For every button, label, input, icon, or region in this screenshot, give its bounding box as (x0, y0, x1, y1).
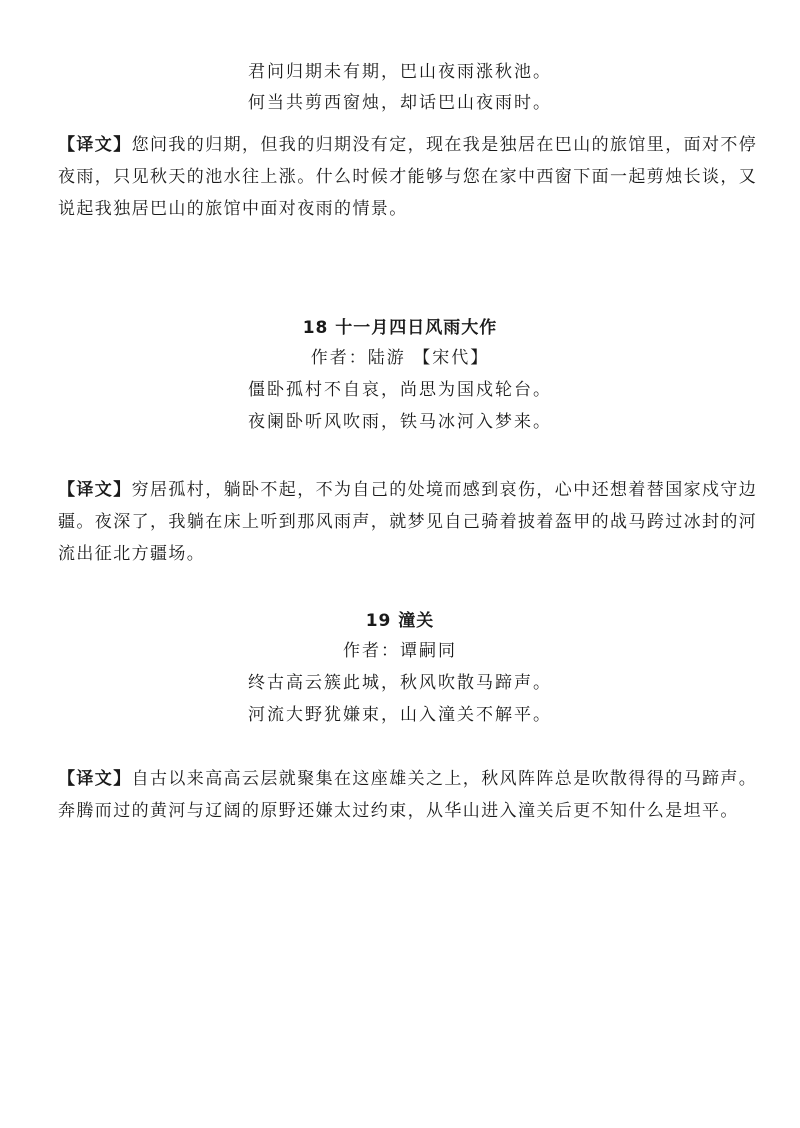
poem-line: 君问归期未有期，巴山夜雨涨秋池。 (248, 62, 552, 82)
poem-line: 河流大野犹嫌束，山入潼关不解平。 (248, 705, 552, 725)
poem-line: 僵卧孤村不自哀，尚思为国戍轮台。 (248, 380, 552, 400)
poem-author: 作者：陆游 【宋代】 (310, 348, 490, 368)
translation-paragraph (58, 135, 758, 231)
poem-title: 18 十一月四日风雨大作 (302, 318, 498, 338)
poem-line: 终古高云簇此城，秋风吹散马蹄声。 (248, 673, 552, 693)
translation-tag: 【译文】 (58, 135, 132, 155)
poem-line: 何当共剪西窗烛，却话巴山夜雨时。 (248, 93, 552, 113)
poem-title: 19 潼关 (365, 611, 435, 631)
translation-line: 穷居孤村，躺卧不起，不为自己的处境而感到哀伤，心中还想着替国家戍守边 (131, 480, 758, 500)
translation-line: 夜雨，只见秋天的池水往上涨。什么时候才能够与您在家中西窗下面一起剪烛长谈，又 (58, 167, 758, 187)
poem-author: 作者：谭嗣同 (343, 641, 457, 661)
poem-line: 夜阑卧听风吹雨，铁马冰河入梦来。 (248, 412, 552, 432)
translation-paragraph (58, 769, 758, 833)
translation-line: 奔腾而过的黄河与辽阔的原野还嫌太过约束，从华山进入潼关后更不知什么是坦平。 (58, 801, 739, 821)
translation-line: 说起我独居巴山的旅馆中面对夜雨的情景。 (58, 199, 408, 219)
translation-tag: 【译文】 (58, 480, 132, 500)
translation-line: 自古以来高高云层就聚集在这座雄关之上，秋风阵阵总是吹散得得的马蹄声。 (131, 769, 758, 789)
translation-line: 流出征北方疆场。 (58, 544, 206, 564)
translation-line: 疆。夜深了，我躺在床上听到那风雨声，就梦见自己骑着披着盔甲的战马跨过冰封的河 (58, 512, 758, 532)
translation-line: 您问我的归期，但我的归期没有定，现在我是独居在巴山的旅馆里，面对不停 (131, 135, 758, 155)
translation-tag: 【译文】 (58, 769, 132, 789)
translation-paragraph (58, 480, 758, 576)
